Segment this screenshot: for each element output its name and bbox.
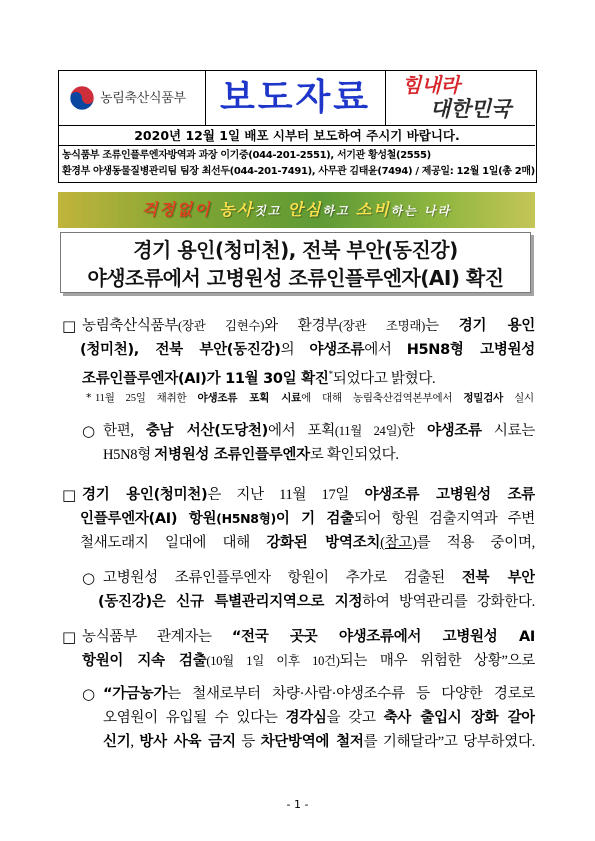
body-text: 에 대해 농림축산검역본부에서: [301, 393, 464, 404]
ministry-logo-cell: [59, 71, 206, 125]
emphasis-text: 경기 용인: [458, 318, 535, 334]
body-text: 11월 25일 채취한: [95, 393, 198, 404]
reference-note: (참고): [380, 535, 417, 551]
emphasis-text: “전국 곳곳 야생조류에서 고병원성 AI: [231, 629, 535, 645]
body-text: 하여 방역관리를 강화한다.: [362, 594, 535, 610]
body-text: 되었다고 밝혔다.: [332, 371, 436, 386]
headline-box: [60, 232, 531, 293]
paragraph-line: [80, 531, 535, 555]
emphasis-text: 경기 용인(청미천): [82, 487, 208, 503]
parenthetical-text: (11월 24일): [334, 424, 402, 438]
contact-line: 환경부 야생동물질병관리팀 팀장 최선두(044-201-7491), 사무관 김태윤(7494) / 제공일: 12월 1일(총 2매): [62, 166, 535, 177]
emphasis-text: 야생조류: [309, 342, 365, 358]
doc-type-cell: [206, 71, 386, 125]
paragraph-line: [82, 483, 535, 507]
emphasis-text: 인플루엔자(AI) 항원: [80, 511, 217, 527]
emphasis-text: 경각심: [285, 710, 327, 726]
paragraph-line: [103, 682, 535, 706]
body-text: 로 확인되었다.: [309, 447, 399, 463]
body-text: 한편,: [103, 423, 146, 439]
emphasis-text: 정밀검사: [463, 392, 504, 404]
paragraph-line: [103, 566, 535, 590]
footnote-marker: *: [86, 391, 92, 404]
parenthetical-text: (10월 1일 이후 10건): [206, 654, 340, 668]
emphasis-text: 야생조류: [426, 423, 482, 439]
contact-line: 농식품부 조류인플루엔자방역과 과장 이기중(044-201-2551), 서기관 황성철(2555): [62, 150, 431, 161]
body-text: ,: [130, 734, 140, 750]
body-text: 등: [235, 734, 261, 750]
body-text: 는 철새로부터 차량·사람·야생조수류 등 다양한 경로로: [167, 686, 535, 702]
body-text: H5N8형: [103, 447, 155, 463]
slogan-banner: [58, 192, 535, 228]
slogan-logo: [386, 71, 535, 125]
emphasis-text: 전북 부안: [461, 570, 535, 586]
body-text: 농식품부 관계자는: [82, 629, 232, 645]
emphasis-text: 야생조류 포획 시료: [197, 392, 302, 404]
release-notice: 2020년 12월 1일 배포 시부터 보도하여 주시기 바랍니다.: [59, 125, 535, 146]
parenthetical-text: (장관 조명래): [338, 319, 426, 333]
body-text: 되는 매우 위험한 상황”으로: [339, 653, 535, 669]
body-text: 시료는: [481, 423, 535, 439]
body-text: 되어 항원 검출지역과 주변: [353, 511, 535, 527]
emphasis-text: 방사 사육 금지: [139, 734, 236, 750]
body-text: 를 적용 중이며,: [416, 535, 535, 551]
paragraph-line: [103, 419, 535, 443]
body-text: 에서: [364, 342, 407, 358]
paragraph-line: [103, 730, 535, 754]
emphasis-text: (H5N8형): [216, 511, 276, 526]
body-text: 오염원이 유입될 수 있다는: [103, 710, 286, 726]
page-number: - 1 -: [286, 798, 309, 811]
body-text: 를 기해달라”고 당부하였다.: [363, 734, 535, 750]
emphasis-text: 이 기 검출: [275, 511, 354, 527]
paragraph-line: [82, 314, 535, 338]
paragraph-line: [103, 443, 535, 467]
body-text: 철새도래지 일대에 대해: [80, 535, 267, 551]
paragraph-line: [82, 362, 535, 386]
banner-text: 하는: [390, 204, 425, 218]
banner-text: 하고: [322, 204, 356, 218]
body-text: 을 갖고: [326, 710, 384, 726]
square-bullet: □: [62, 486, 77, 504]
banner-text: 짓고: [254, 204, 288, 218]
banner-text: 소비: [355, 200, 391, 219]
emphasis-text: 충남 서산(도당천): [145, 423, 268, 439]
banner-text: 농사: [219, 200, 255, 219]
footnote: [95, 389, 534, 407]
paragraph-line: [82, 625, 535, 649]
emphasis-text: 강화된 방역조치: [266, 535, 381, 551]
ministry-name: 농림축산식품부: [100, 90, 186, 105]
body-text: 농림축산식품부: [82, 318, 178, 334]
body-text: 에서 포획: [267, 423, 335, 439]
banner-text: 걱정없이: [141, 200, 220, 219]
emphasis-text: (동진강)은 신규 특별관리지역으로 지정: [98, 594, 363, 610]
emphasis-text: 조류인플루엔자(AI)가 11월 30일 확진: [82, 371, 329, 386]
emphasis-text: “가금농가: [103, 686, 168, 702]
body-text: 은 지난 11월 17일: [207, 487, 365, 503]
body-text: 는: [425, 318, 459, 334]
paragraph-line: [103, 706, 535, 730]
circle-bullet: ○: [82, 422, 96, 440]
circle-bullet: ○: [82, 569, 96, 587]
emphasis-text: 신기: [103, 734, 131, 750]
footnote-mark: *: [328, 369, 333, 379]
body-text: 한: [401, 423, 427, 439]
emphasis-text: 야생조류 고병원성 조류: [364, 487, 535, 503]
parenthetical-text: (장관 김현수): [177, 319, 265, 333]
doc-type-label: 보도자료: [219, 77, 372, 118]
circle-bullet: ○: [82, 685, 96, 703]
body-text: 의: [280, 342, 310, 358]
emphasis-text: (청미천), 전북 부안(동진강): [80, 342, 281, 358]
contact-info: [59, 146, 535, 181]
headline-line: 경기 용인(청미천), 전북 부안(동진강): [133, 238, 458, 262]
paragraph-line: [80, 507, 535, 531]
headline-line: 야생조류에서 고병원성 조류인플루엔자(AI) 확진: [87, 266, 504, 290]
emphasis-text: 항원이 지속 검출: [82, 653, 207, 669]
square-bullet: □: [62, 628, 77, 646]
emphasis-text: H5N8형 고병원성: [406, 342, 535, 358]
government-emblem-icon: [68, 84, 96, 112]
banner-text: 나라: [424, 204, 452, 218]
slogan-logo-line2: 대한민국: [430, 96, 512, 121]
slogan-logo-line1: 힘내라: [402, 73, 460, 97]
banner-text: 안심: [287, 200, 323, 219]
body-text: 와 환경부: [264, 318, 339, 334]
square-bullet: □: [62, 317, 77, 335]
body-text: 고병원성 조류인플루엔자 항원이 추가로 검출된: [103, 570, 462, 586]
body-text: 실시: [503, 393, 534, 404]
paragraph-line: [82, 649, 535, 673]
emphasis-text: 저병원성 조류인플루엔자: [154, 447, 310, 463]
header-table: [58, 70, 537, 183]
paragraph-line: [98, 590, 535, 614]
emphasis-text: 차단방역에 철저: [260, 734, 364, 750]
paragraph-line: [80, 338, 535, 362]
emphasis-text: 축사 출입시 장화 갈아: [383, 710, 535, 726]
